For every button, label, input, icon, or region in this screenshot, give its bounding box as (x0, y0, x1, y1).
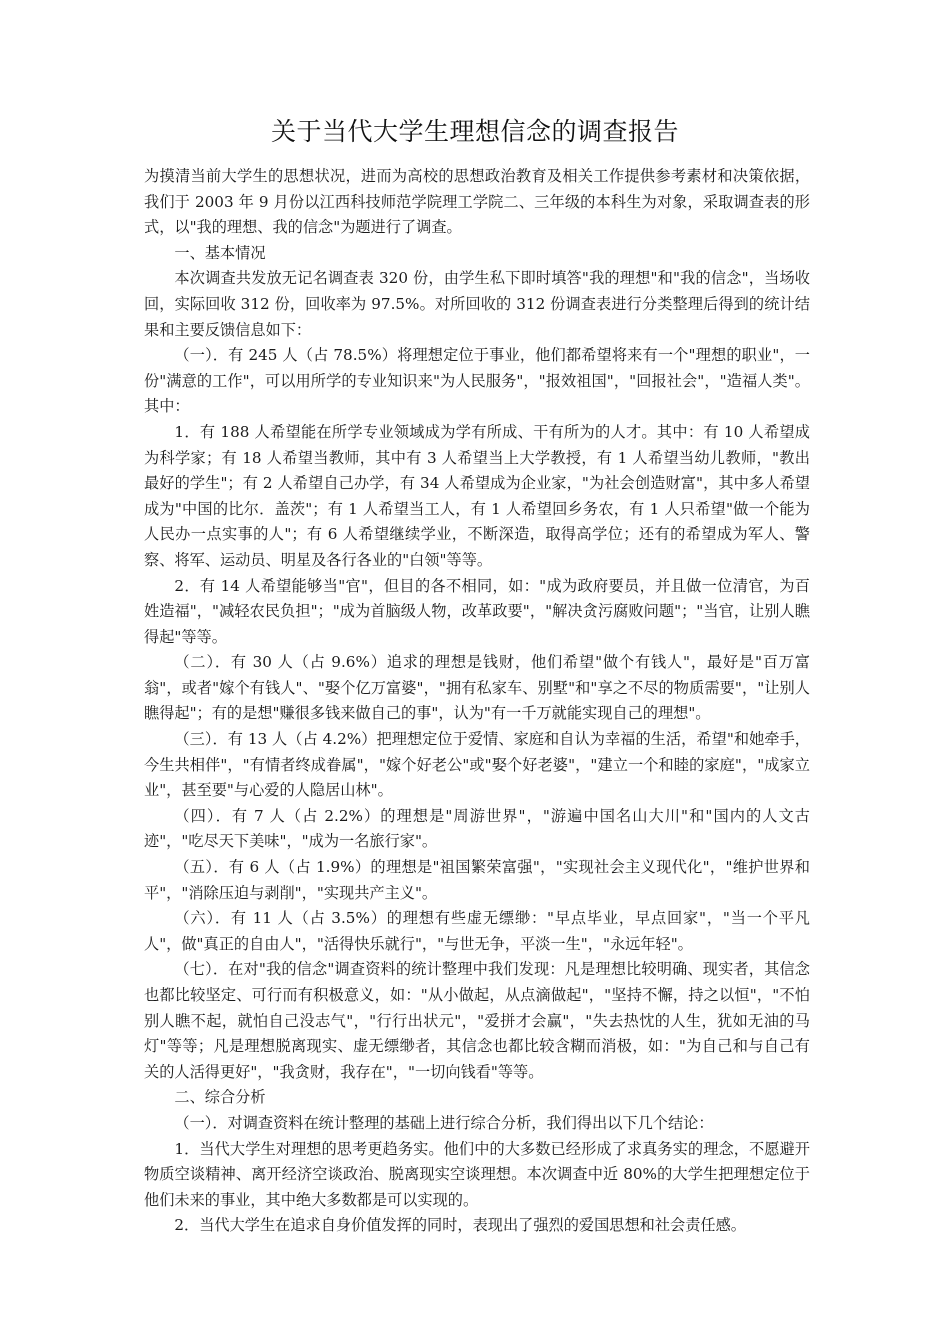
finding-career-paragraph: （一）．有 245 人（占 78.5%）将理想定位于事业，他们都希望将来有一个"理想的职业"，一份"满意的工作"，可以用所学的专业知识来"为人民服务"，"报效祖国"，"回报社会"，"造福人类"。其中： (144, 346, 810, 416)
finding-wealth-paragraph: （二）．有 30 人（占 9.6%）追求的理想是钱财，他们希望"做个有钱人"，最好是"百万富翁"，或者"嫁个有钱人"、"娶个亿万富婆"，"拥有私家车、别墅"和"享之不尽的物质需要"，"让别人瞧得起"；有的是想"赚很多钱来做自己的事"，认为"有一千万就能实现自己的理想"。 (144, 653, 810, 723)
finding-career-detail-2: 2．有 14 人希望能够当"官"，但目的各不相同，如："成为政府要员，并且做一位清官，为百姓造福"，"减轻农民负担"；"成为首脑级人物，改革政要"，"解决贪污腐败问题"；"当官，让别人瞧得起"等等。 (144, 576, 810, 646)
finding-career-detail-1: 1．有 188 人希望能在所学专业领域成为学有所成、干有所为的人才。其中：有 10 人希望成为科学家；有 18 人希望当教师，其中有 3 人希望当上大学教授，有 1 人希望当幼儿教师，"教出最好的学生"；有 2 人希望自己办学，有 34 人希望成为企业家，"为社会创造财富"，其中多人希望成为"中国的比尔．盖茨"；有 1 人希望当工人，有 1 人希望回乡务农，有 1 人只希望"做一个能为人民办一点实事的人"；有 6 人希望继续学业，不断深造，取得高学位；还有的希望成为军人、警察、将军、运动员、明星及各行各业的"白领"等等。 (144, 422, 810, 569)
finding-travel-paragraph: （四）．有 7 人（占 2.2%）的理想是"周游世界"，"游遍中国名山大川"和"国内的人文古迹"，"吃尽天下美味"，"成为一名旅行家"。 (144, 806, 810, 851)
conclusion-2-paragraph: 2．当代大学生在追求自身价值发挥的同时，表现出了强烈的爱国思想和社会责任感。 (174, 1216, 746, 1235)
finding-nation-paragraph: （五）．有 6 人（占 1.9%）的理想是"祖国繁荣富强"，"实现社会主义现代化"，"维护世界和平"，"消除压迫与剥削"，"实现共产主义"。 (144, 858, 810, 902)
document-body (144, 164, 810, 1239)
conclusion-1-paragraph: 1．当代大学生对理想的思考更趋务实。他们中的大多数已经形成了求真务实的理念，不愿避开物质空谈精神、离开经济空谈政治、脱离现实空谈理想。本次调查中近 80%的大学生把理想定位于他们未来的事业，其中绝大多数都是可以实现的。 (144, 1139, 810, 1209)
intro-paragraph: 为摸清当前大学生的思想状况，进而为高校的思想政治教育及相关工作提供参考素材和决策依据，我们于 2003 年 9 月份以江西科技师范学院理工学院二、三年级的本科生为对象，采取调查表的形式，以"我的理想、我的信念"为题进行了调查。 (144, 167, 810, 237)
section-heading-analysis: 二、综合分析 (174, 1088, 266, 1107)
analysis-intro-paragraph: （一）．对调查资料在统计整理的基础上进行综合分析，我们得出以下几个结论： (174, 1113, 714, 1132)
document-title: 关于当代大学生理想信念的调查报告 (270, 117, 679, 146)
survey-overview-paragraph: 本次调查共发放无记名调查表 320 份，由学生私下即时填答"我的理想"和"我的信念"，当场收回，实际回收 312 份，回收率为 97.5%。对所回收的 312 份调查表进行分类整理后得到的统计结果和主要反馈信息如下： (144, 269, 810, 339)
finding-family-paragraph: （三）．有 13 人（占 4.2%）把理想定位于爱情、家庭和自认为幸福的生活，希望"和她牵手，今生共相伴"，"有情者终成眷属"，"嫁个好老公"或"娶个好老婆"，"建立一个和睦的家庭"，"成家立业"，甚至要"与心爱的人隐居山林"。 (144, 730, 810, 800)
finding-vague-paragraph: （六）．有 11 人（占 3.5%）的理想有些虚无缥缈："早点毕业，早点回家"，"当一个平凡人"，做"真正的自由人"，"活得快乐就行"，"与世无争，平淡一生"，"永远年轻"。 (144, 909, 810, 953)
section-heading-basic: 一、基本情况 (174, 243, 266, 262)
finding-belief-paragraph: （七）．在对"我的信念"调查资料的统计整理中我们发现：凡是理想比较明确、现实者，其信念也都比较坚定、可行而有积极意义，如："从小做起，从点滴做起"，"坚持不懈，持之以恒"，"不怕别人瞧不起，就怕自己没志气"，"行行出状元"，"爱拼才会赢"，"失去热忱的人生，犹如无油的马灯"等等；凡是理想脱离现实、虚无缥缈者，其信念也都比较含糊而消极，如："为自己和与自己有关的人活得更好"，"我贪财，我存在"，"一切向钱看"等等。 (144, 960, 810, 1081)
